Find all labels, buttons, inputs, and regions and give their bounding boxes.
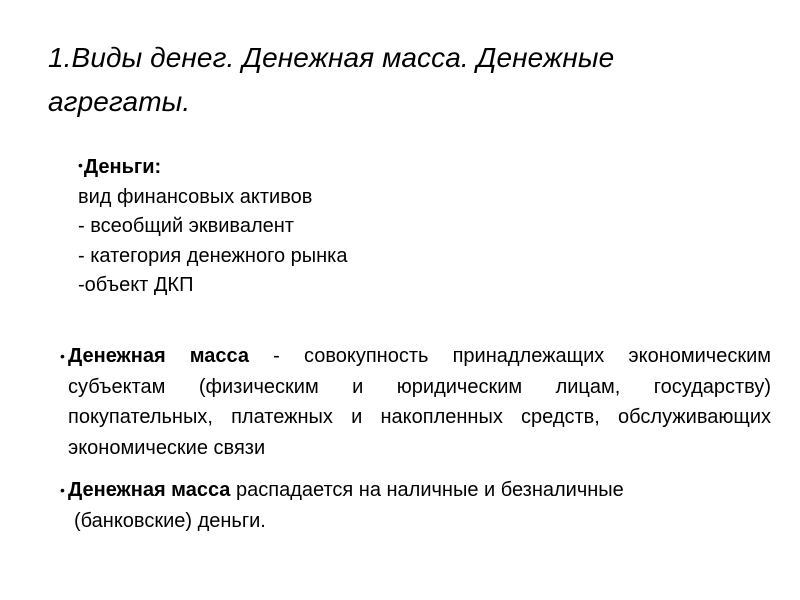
bullet-paragraph-2 (60, 475, 771, 536)
bullet-2-text-line-2: (банковские) деньги. (74, 509, 266, 532)
bullet-1-term: Денежная масса (68, 345, 250, 367)
bullet-2-text-line-1: распадается на наличные и безналичные (230, 479, 624, 501)
bullet-dot-icon: • (60, 348, 65, 364)
bullet-paragraph-1 (60, 341, 771, 463)
money-line-4: -объект ДКП (78, 274, 194, 296)
money-line-3: - категория денежного рынка (78, 244, 348, 267)
bullet-1-text: - совокупность принадлежащих экономическим субъектам (физическим и юридическим лицам, государству) покупательных, платежных и накопленных средств, обслуживающих экономические связи (68, 345, 771, 459)
money-supply-block (60, 341, 771, 536)
bullet-dot-icon: • (78, 157, 83, 173)
bullet-dot-icon: • (60, 482, 65, 498)
slide-title (48, 36, 768, 124)
bullet-2-term: Денежная масса (68, 479, 231, 501)
money-heading-line (78, 151, 347, 183)
slide-title-line-2: агрегаты. (48, 86, 191, 117)
money-line-2: - всеобщий эквивалент (78, 215, 294, 237)
money-line-1: вид финансовых активов (78, 185, 313, 208)
slide-title-line-1: 1.Виды денег. Денежная масса. Денежные (48, 42, 615, 73)
money-definition-block (78, 151, 347, 301)
money-heading: Деньги: (83, 156, 162, 178)
